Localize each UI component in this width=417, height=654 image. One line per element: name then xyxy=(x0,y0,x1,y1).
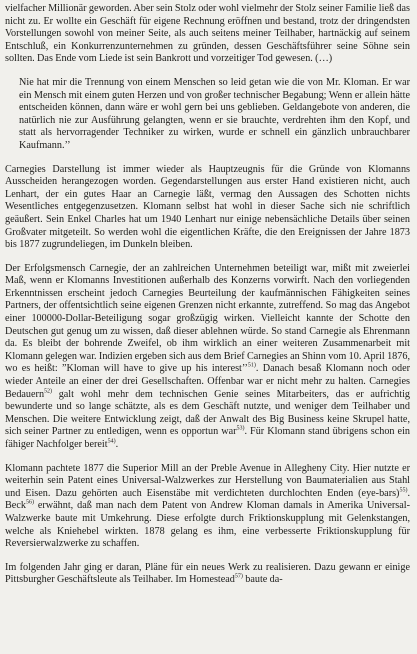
text-run: Nie hat mir die Trennung von einem Menschen so leid getan wie die von Mr. Kloman. Er war ein Mensch mit einem guten Herzen und von großer technischer Begabung; Wenn er allein hätte entscheiden können, dann wäre er wohl gern bei uns geblieben. Geldangebote von anderen, die natürlich nie zur Ausführung gelangten, wenn er sie brauchte, verdrehten ihm den Kopf, und statt als hervorragender Techniker zu wirken, wurde er schnell ein gänzlich unbrauchbarer Kaufmann.’’ xyxy=(19,76,410,151)
paragraph-6 xyxy=(5,562,410,587)
text-run: vielfacher Millionär geworden. Aber sein Stolz oder wohl vielmehr der Stolz seiner Familie ließ das nicht zu. Er wollte ein Geschäft für eigene Rechnung eröffnen und bestand, trotz der dringendsten Vorstellungen sowohl von meiner Seite, als auch seitens meiner Teilhaber, hartnäckig auf seinem Entschluß, ein Konkurrenzunternehmen zu gründen, dessen Geschäftsführer seine Söhne sein sollten. Das Ende vom Liede ist sein Bankrott und vorzeitiger Tod gewesen. (…) xyxy=(5,3,410,65)
footnote-ref: 52) xyxy=(44,388,53,395)
paragraph-3 xyxy=(5,164,410,252)
text-run: Der Erfolgsmensch Carnegie, der an zahlreichen Unternehmen beteiligt war, mißt mit zweierlei Maß, wenn er Klomanns Investitionen außerhalb des Konzerns vorwirft. Nach den vorliegenden Erkenntnissen erscheint jedoch Carnegies Beurteilung der kaufmännischen Fähigkeiten seines Partners, der offentsichtlich seine eigenen Grenzen nicht erkannte, zutreffend. So mag das Angebot einer 100000-Dollar-Beteiligung sogar großzügig wirken. Vielleicht kannte der Schotte den Deutschen gut genug um zu wissen, daß dieser ablehnen würde. So stand Carnegie als Ehrenmann da. Es bleibt der bohrende Zweifel, ob ihm wirklich an einer weiteren Zusammenarbeit mit Klomann gelegen war. Indizien ergeben sich aus dem Brief Carnegies an Shinn vom 10. April 1876, wo es heißt: ”Kloman will have to give up his interest’’ xyxy=(5,262,410,375)
text-run: baute da- xyxy=(242,574,283,586)
footnote-ref: 54) xyxy=(107,438,116,445)
paragraph-2 xyxy=(5,77,410,153)
text-run: erwähnt, daß man nach dem Patent von Andrew Kloman damals in Amerika Universal-Walzwerke baute mit Umkehrung. Diese erfolgte durch Friktionskupplung mit Gelenkstangen, welche als Kniehebel wirkten. 1878 gelang es ihm, eine verbesserte Friktionskupplung für Reversierwalzwerke zu schaffen. xyxy=(5,500,410,550)
text-run: . xyxy=(115,439,119,450)
footnote-ref: 53) xyxy=(236,426,245,433)
footnote-ref: 55) xyxy=(399,487,408,494)
text-run: Klomann pachtete 1877 die Superior Mill an der Preble Avenue in Allegheny City. Hier nutzte er weiterhin sein Patent eines Universal-Walzwerkes zur Herstellung von Baumaterialien aus Stahl und Eisen. Dazu gehörten auch Eisenstäbe mit verdichteten durchlochten Enden (eye-bars) xyxy=(5,462,410,499)
text-run: . Danach besaß Klomann noch oder wieder Anteile an einer der drei Gesellschaften. Offenbar war er nicht mehr zu halten. Carnegies Bedauern xyxy=(5,363,410,400)
text-run: . Für Klomann stand übrigens schon ein fähiger Nachfolger bereit xyxy=(5,426,410,450)
text-run: . Beck xyxy=(5,487,410,512)
paragraph-4 xyxy=(5,263,410,452)
paragraph-1 xyxy=(5,3,410,66)
footnote-ref: 51) xyxy=(247,363,256,370)
text-run: galt wohl mehr dem technischen Genie seines Mitarbeiters, das er aufrichtig bewunderte und so lange schätzte, als es dem Geschäft nutzte, und weniger dem Teilhaber und Menschen. Die weitere Entwicklung zeigt, daß der Anwalt des Big Business keine Skrupel hatte, sich seiner Partner zu entledigen, wenn es opportun war xyxy=(5,388,410,438)
text-run: Im folgenden Jahr ging er daran, Pläne für ein neues Werk zu realisieren. Dazu gewann er einige Pittsburgher Geschäftsleute als Teilhaber. Im Homestead xyxy=(5,561,410,586)
footnote-ref: 57) xyxy=(234,573,243,580)
text-run: Carnegies Darstellung ist immer wieder als Hauptzeugnis für die Gründe von Klomanns Ausscheiden herangezogen worden. Gegendarstellungen aus erster Hand existieren nicht, auch Lenhart, der ein gutes Haar an Carnegie läßt, vermag den Aussagen des Schotten nichts Wesentliches entgegenzusetzen. Klomann selbst hat wohl in dieser Sache sich nie schriftlich geäußert. Sein Enkel Charles hat um 1940 Lenhart nur einige nebensächliche Details über seinen Großvater mitgeteilt. So werden wohl die eigentlichen Kräfte, die den Ereignissen der Jahre 1873 bis 1877 zugrundeliegen, im Dunkeln bleiben. xyxy=(5,163,410,251)
footnote-ref: 56) xyxy=(25,499,34,506)
paragraph-5 xyxy=(5,463,410,551)
